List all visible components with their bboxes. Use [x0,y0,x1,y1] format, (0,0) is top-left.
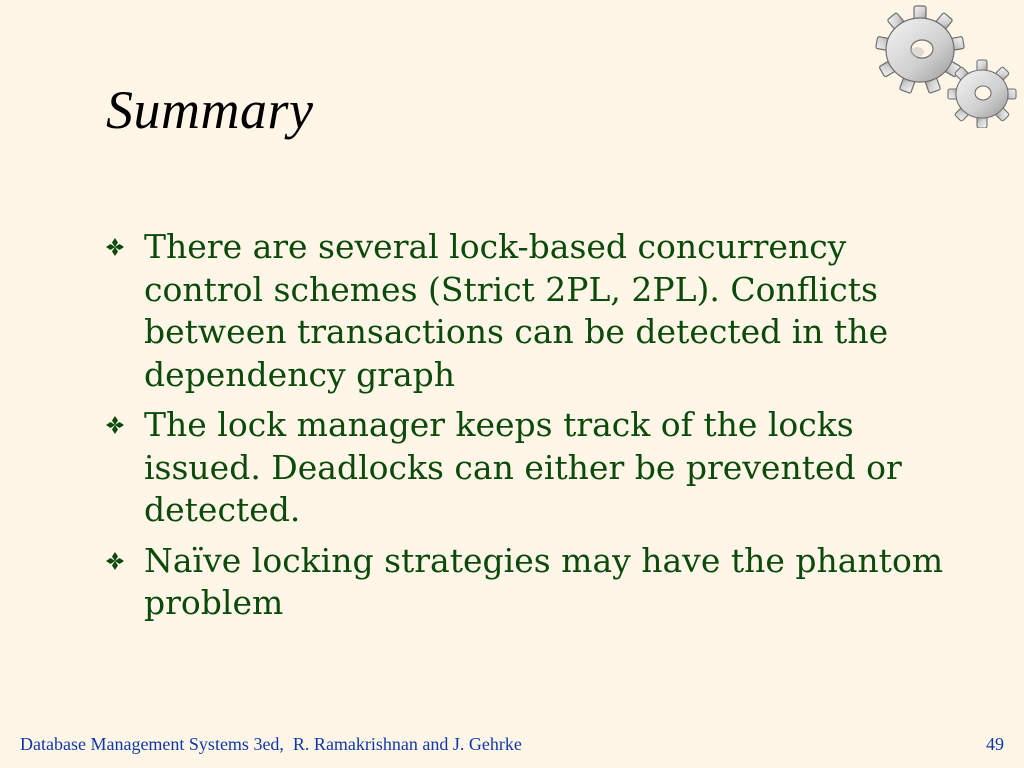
four-diamond-bullet-icon [106,552,124,570]
slide-title: Summary [106,80,314,140]
footer-citation: Database Management Systems 3ed, R. Ramakrishnan and J. Gehrke [20,734,522,754]
bullet-list [106,226,966,633]
bullet-text: Naïve locking strategies may have the phantom problem [144,540,944,622]
bullet-item [106,540,966,625]
four-diamond-bullet-icon [106,416,124,434]
page-number: 49 [986,734,1004,754]
bullet-text: There are several lock-based concurrency control schemes (Strict 2PL, 2PL). Conflicts between transactions can be detected in the dependency graph [144,227,889,394]
four-diamond-bullet-icon [106,238,124,256]
bullet-item [106,226,966,396]
bullet-text: The lock manager keeps track of the locks issued. Deadlocks can either be prevented or detected. [144,405,902,529]
gears-icon [862,4,1024,128]
bullet-item [106,404,966,532]
